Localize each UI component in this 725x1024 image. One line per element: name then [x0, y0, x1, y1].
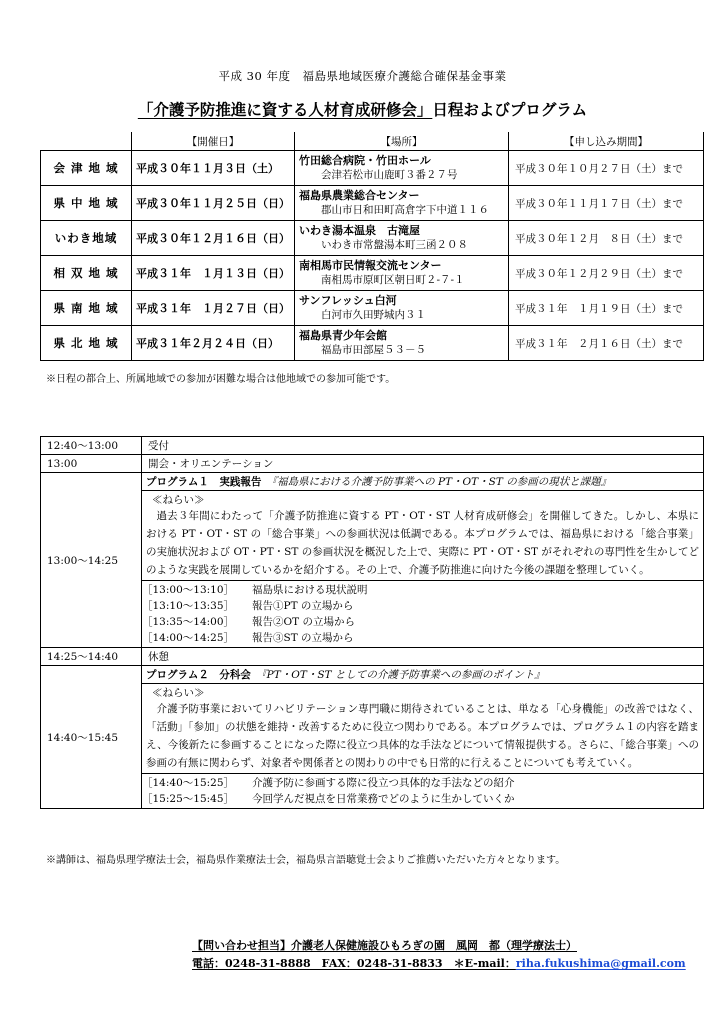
table-row — [41, 291, 704, 326]
venue-name: 竹田総合病院・竹田ホール — [299, 154, 431, 167]
program-row-break — [41, 648, 704, 666]
deadline-cell: 平成３１年 ２月１６日（土）まで — [509, 326, 704, 361]
date-cell: 平成３１年 １月１３日（日） — [132, 256, 295, 291]
region-cell: 会 津 地 域 — [41, 151, 132, 186]
date-cell: 平成３０年１１月３日（土） — [132, 151, 295, 186]
region-cell: 相 双 地 域 — [41, 256, 132, 291]
item-text: 報告①PT の立場から — [252, 600, 354, 612]
item-time: ［14:40～15:25］ — [142, 777, 235, 789]
venue-cell — [295, 326, 509, 361]
list-item — [142, 614, 699, 630]
venue-address: 郡山市日和田町高倉字下中道１１６ — [321, 204, 489, 216]
table-row — [41, 256, 704, 291]
venue-header: 【場所】 — [295, 132, 509, 151]
venue-name: 南相馬市民情報交流センター — [299, 259, 442, 272]
email-link[interactable]: riha.fukushima@gmail.com — [515, 957, 686, 970]
phone-fax-text: 電話：0248-31-8888 FAX：0248-31-8833 ＊E-mail： — [192, 957, 516, 970]
schedule-note: ※日程の都合上、所属地域での参加が困難な場合は他地域での参加可能です。 — [46, 374, 396, 385]
list-item — [142, 630, 699, 646]
schedule-header-row — [41, 132, 704, 151]
venue-address: いわき市常盤湯本町三函２０８ — [321, 239, 468, 251]
program-2-heading: プログラム２ 分科会 — [146, 669, 251, 681]
region-cell: いわき地域 — [41, 221, 132, 256]
program-1-inner — [142, 473, 703, 647]
lecturer-note: ※講師は、福島県理学療法士会，福島県作業療法士会，福島県言語聴覚士会よりご推薦いただいた方々となります。 — [46, 855, 566, 866]
date-cell: 平成３１年 １月２７日（日） — [132, 291, 295, 326]
contact-person: 【問い合わせ担当】介護老人保健施設ひもろぎの園 風岡 都（理学療法士） — [192, 939, 577, 952]
blank-header — [41, 132, 132, 151]
table-row — [41, 186, 704, 221]
contact-block — [192, 937, 686, 973]
deadline-cell: 平成３０年１０月２７日（土）まで — [509, 151, 704, 186]
program-table — [40, 436, 704, 809]
deadline-cell: 平成３０年１２月 ８日（土）まで — [509, 221, 704, 256]
list-item — [142, 791, 699, 807]
venue-address: 白河市久田野城内３１ — [321, 309, 426, 321]
program-2-block — [142, 666, 704, 809]
item-text: 福島県における現状説明 — [252, 584, 368, 596]
venue-cell — [295, 256, 509, 291]
table-row — [41, 151, 704, 186]
program-row-p2 — [41, 666, 704, 809]
program-2-heading-row — [142, 666, 703, 684]
program-1-aim-row — [142, 491, 703, 581]
program-row-p1 — [41, 473, 704, 648]
program-2-topic: 『PT・OT・ST としての介護予防事業への参画のポイント』 — [261, 669, 545, 681]
item-text: 介護予防に参画する際に役立つ具体的な手法などの紹介 — [252, 777, 515, 789]
contact-phone-line — [192, 955, 686, 973]
deadline-header: 【申し込み期間】 — [509, 132, 704, 151]
title-rest: 日程およびプログラム — [432, 100, 588, 119]
venue-address: 会津若松市山鹿町３番２７号 — [321, 169, 458, 181]
program-1-block — [142, 473, 704, 648]
venue-address: 南相馬市原町区朝日町２-７-１ — [321, 274, 465, 286]
program-1-heading: プログラム１ 実践報告 — [146, 476, 262, 488]
page-title — [0, 98, 725, 120]
date-cell: 平成３０年１２月１６日（日） — [132, 221, 295, 256]
deadline-cell: 平成３０年１２月２９日（土）まで — [509, 256, 704, 291]
item-time: ［13:35～14:00］ — [142, 616, 235, 628]
venue-cell — [295, 186, 509, 221]
program-2-aim-text: 介護予防事業においてリハビリテーション専門職に期待されていることは、単なる「心身機能」の改善ではなく、「活動」「参加」の状態を維持・改善するために役立つ関わりである。本プログラムでは、プログラム１の内容を踏まえ、今後新たに参画することになった際に役立つ具体的な手法などについて情報提供する。さらに、「総合事業」への参画の有無に関わらず、対象者や関係者との関わりの中でも日常的に行えることについても考えていく。 — [146, 703, 699, 769]
program-label: 休憩 — [142, 648, 704, 666]
deadline-cell: 平成３０年１１月１７日（土）まで — [509, 186, 704, 221]
program-2-aim-row — [142, 684, 703, 774]
date-cell: 平成３１年２月２４日（日） — [132, 326, 295, 361]
list-item — [142, 598, 699, 614]
item-time: ［14:00～14:25］ — [142, 632, 235, 644]
venue-address: 福島市田部屋５３－５ — [321, 344, 426, 356]
item-time: ［13:10～13:35］ — [142, 600, 235, 612]
program-2-items — [142, 774, 703, 809]
venue-name: いわき湯本温泉 古滝屋 — [299, 224, 420, 237]
aim-label: ≪ねらい≫ — [152, 687, 205, 699]
region-cell: 県 南 地 域 — [41, 291, 132, 326]
item-text: 報告③ST の立場から — [252, 632, 354, 644]
venue-cell — [295, 291, 509, 326]
program-1-aim-text: 過去３年間にわたって「介護予防推進に資する PT・OT・ST 人材育成研修会」を開催してきた。しかし、本県における PT・OT・ST の「総合事業」への参画状況は低調である。本プログラムでは、福島県における「総合事業」の実施状況および OT・PT・ST の参画状況を概況した上で、実際に PT・OT・ST がそれぞれの専門性を生かしてどのような実践を展開しているかを紹介する。その上で、介護予防推進に向けた今後の課題を整理していく。 — [146, 510, 699, 576]
program-1-topic: 『福島県における介護予防事業への PT・OT・ST の参画の現状と課題』 — [271, 476, 612, 488]
event-subtitle: 平成 30 年度 福島県地域医療介護総合確保基金事業 — [218, 69, 507, 83]
list-item — [142, 775, 699, 791]
item-time: ［15:25～15:45］ — [142, 793, 235, 805]
venue-name: 福島県農業総合センター — [299, 189, 420, 202]
region-cell: 県 北 地 域 — [41, 326, 132, 361]
deadline-cell: 平成３１年 １月１９日（土）まで — [509, 291, 704, 326]
time-cell: 13:00 — [41, 455, 142, 473]
venue-name: 福島県青少年会館 — [299, 329, 387, 342]
venue-name: サンフレッシュ白河 — [299, 294, 397, 307]
program-row-reception — [41, 437, 704, 455]
region-cell: 県 中 地 域 — [41, 186, 132, 221]
date-header: 【開催日】 — [132, 132, 295, 151]
program-1-items — [142, 581, 703, 648]
title-main: 「介護予防推進に資する人材育成研修会」 — [137, 100, 433, 119]
program-label: 受付 — [142, 437, 704, 455]
program-label: 開会・オリエンテーション — [142, 455, 704, 473]
list-item — [142, 582, 699, 598]
time-cell: 13:00～14:25 — [41, 473, 142, 648]
item-text: 報告②OT の立場から — [252, 616, 355, 628]
venue-cell — [295, 151, 509, 186]
schedule-table — [40, 132, 704, 361]
program-1-heading-row — [142, 473, 703, 491]
program-2-inner — [142, 666, 703, 808]
program-row-opening — [41, 455, 704, 473]
time-cell: 14:25～14:40 — [41, 648, 142, 666]
table-row — [41, 221, 704, 256]
item-time: ［13:00～13:10］ — [142, 584, 235, 596]
item-text: 今回学んだ視点を日常業務でどのように生かしていくか — [252, 793, 515, 805]
venue-cell — [295, 221, 509, 256]
aim-label: ≪ねらい≫ — [152, 494, 205, 506]
time-cell: 12:40～13:00 — [41, 437, 142, 455]
date-cell: 平成３０年１１月２５日（日） — [132, 186, 295, 221]
table-row — [41, 326, 704, 361]
time-cell: 14:40～15:45 — [41, 666, 142, 809]
